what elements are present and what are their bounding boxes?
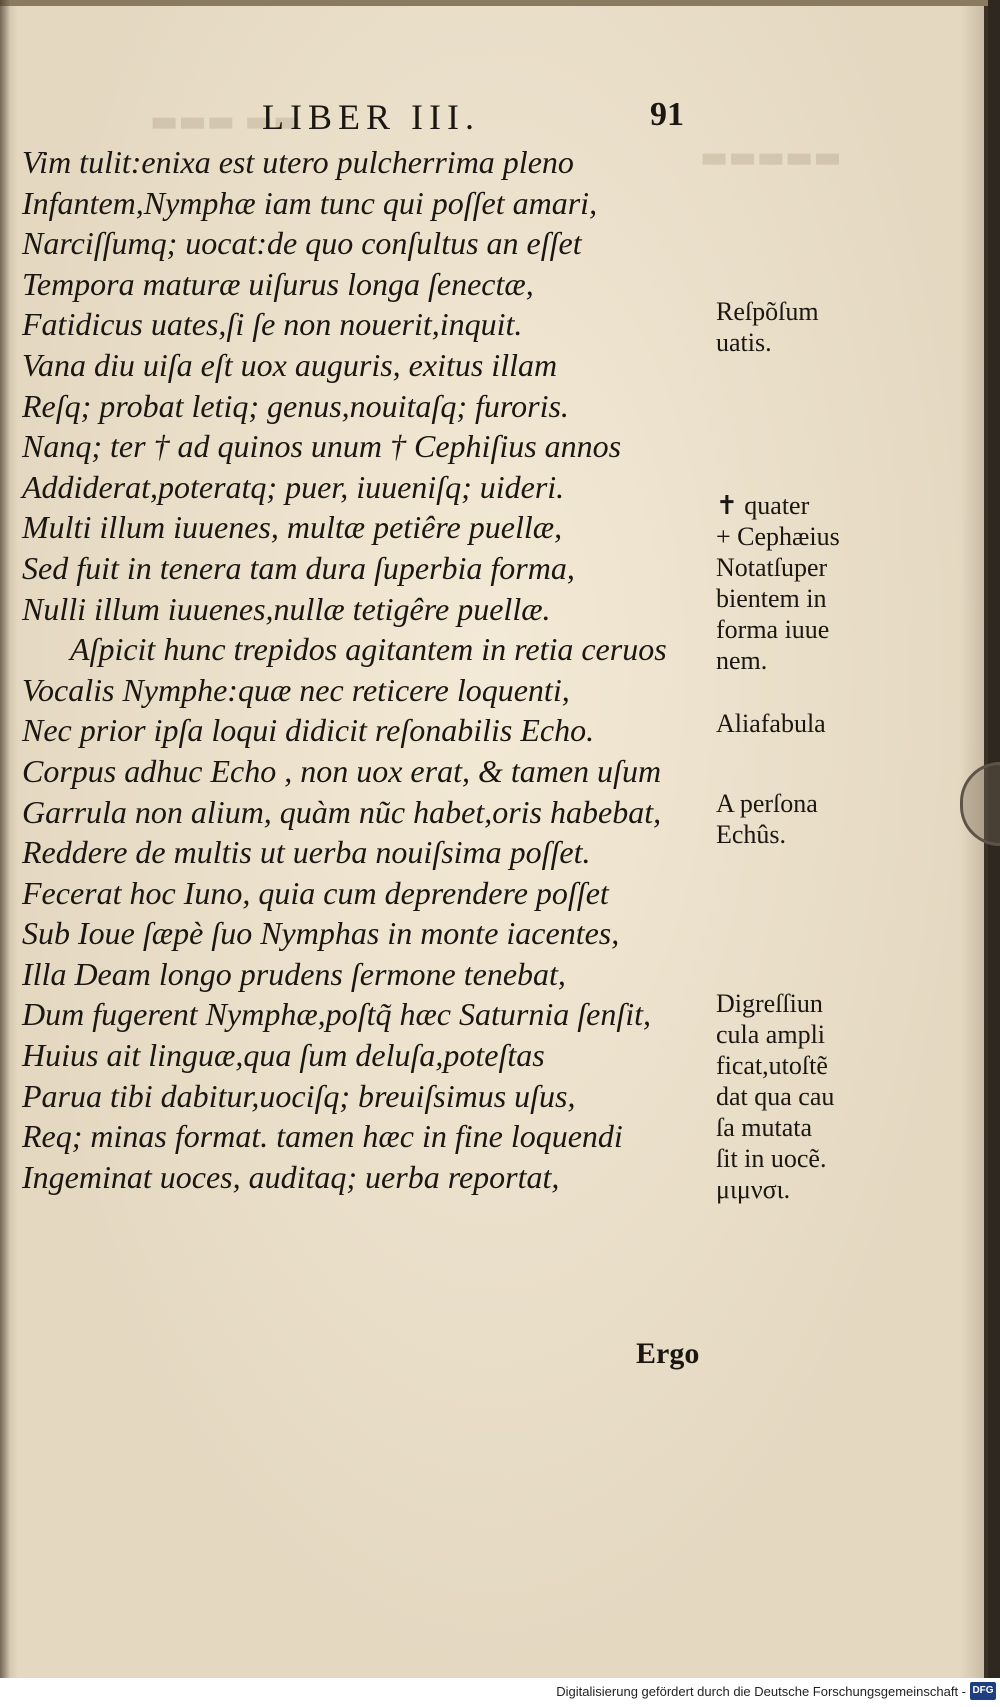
bleed-through-2: ▬▬▬▬▬ [700,140,842,175]
marginal-line: ſit in uocẽ. [716,1144,827,1173]
marginal-line: bientem in [716,584,827,613]
verse-line: Req; minas format. tamen hæc in fine loquendi [22,1118,623,1155]
marginal-note-quater [716,490,840,676]
page-top-edge [0,0,988,6]
verse-line: Ingeminat uoces, auditaq; uerba reportat, [22,1158,560,1195]
verse-line: Vim tulit:enixa est utero pulcherrima pleno [22,144,574,180]
marginal-note-apersona [716,788,818,850]
marginal-note-digressiun [716,988,834,1205]
verse-line: Sed fuit in tenera tam dura ſuperbia forma, [22,549,575,586]
verse-text [22,142,712,1197]
page-header [0,96,988,136]
verse-line: Corpus adhuc Echo , non uox erat, & tamen uſum [22,752,662,789]
verse-line: Reſq; probat letiq; genus,nouitaſq; furoris. [22,387,569,424]
verse-line: Sub Ioue ſæpè ſuo Nymphas in monte iacentes, [22,915,620,952]
marginal-line: nem. [716,646,768,675]
marginal-line: Reſpõſum [716,297,819,326]
marginal-line: Digreſſiun [716,989,823,1018]
marginal-note-aliafabula [716,708,826,739]
verse-line: Narciſſumq; uocat:de quo conſultus an eſſet [22,225,582,262]
bleed-through-1: ▬▬▬ ▬▬ [150,104,302,139]
marginal-line: uatis. [716,328,772,357]
verse-line: Vocalis Nymphe:quæ nec reticere loquenti, [22,671,570,708]
verse-line: Tempora maturæ uiſurus longa ſenectæ, [22,265,534,302]
verse-line: Nulli illum iuuenes,nullæ tetigêre puellæ. [22,590,551,627]
marginal-note-responsum [716,296,819,358]
marginal-line: forma iuue [716,615,830,644]
running-title: LIBER III. [262,97,480,137]
digitization-footer [0,1678,1000,1707]
marginal-line: Notatſuper [716,553,828,582]
spine-shadow [0,0,10,1678]
marginal-line: ✝ quater [716,491,810,520]
verse-line: Parua tibi dabitur,uociſq; breuiſsimus uſus, [22,1077,576,1114]
verse-line: Addiderat,poteratq; puer, iuueniſq; uideri. [22,468,565,505]
dfg-logo-icon: DFG [970,1682,996,1700]
marginal-line: cula ampli [716,1020,826,1049]
verse-line: Vana diu uiſa eſt uox auguris, exitus illam [22,346,558,383]
verse-line: Multi illum iuuenes, multæ petiêre puellæ, [22,509,563,546]
verse-line: Infantem,Nymphæ iam tunc qui poſſet amari, [22,184,598,221]
verse-line: Illa Deam longo prudens ſermone tenebat, [22,955,566,992]
verse-line: Nanq; ter † ad quinos unum † Cephiſius annos [22,428,622,465]
marginal-line: Aliafabula [716,709,826,738]
verse-line: Nec prior ipſa loqui didicit reſonabilis Echo. [22,712,595,749]
marginal-line: μιμνσι. [716,1175,791,1204]
verse-line: Garrula non alium, quàm nũc habet,oris habebat, [22,793,662,830]
verse-line: Fecerat hoc Iuno, quia cum deprendere poſſet [22,874,609,911]
marginal-line: A perſona [716,789,818,818]
marginal-line: + Cephæius [716,522,840,551]
marginal-line: Echûs. [716,820,787,849]
marginal-line: ſa mutata [716,1113,813,1142]
page-number: 91 [650,96,684,133]
verse-line: Huius ait linguæ,qua ſum deluſa,poteſtas [22,1037,545,1074]
marginal-line: ficat,utoſtẽ [716,1051,828,1080]
verse-line: Dum fugerent Nymphæ,poſtq̃ hæc Saturnia ſenſit, [22,996,651,1033]
footer-credit: Digitalisierung gefördert durch die Deutsche Forschungsgemeinschaft - [556,1684,966,1699]
verse-line-indented: Aſpicit hunc trepidos agitantem in retia ceruos [70,631,667,668]
catchword: Ergo [636,1337,700,1370]
verse-line: Fatidicus uates,ſi ſe non nouerit,inquit. [22,306,523,343]
verse-line: Reddere de multis ut uerba nouiſsima poſſet. [22,834,591,871]
marginal-line: dat qua cau [716,1082,835,1111]
